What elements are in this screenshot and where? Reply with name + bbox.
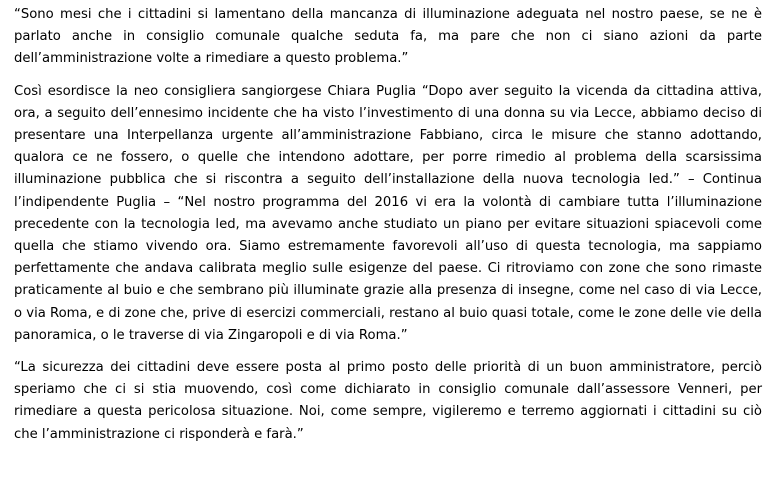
paragraph-puglia-statement: Così esordisce la neo consigliera sangiorgese Chiara Puglia “Dopo aver seguito la vicenda da cittadina attiva, ora, a seguito dell’ennesimo incidente che ha visto l’investimento di una donna su via Lecce, abbiamo deciso di presentare una Interpellanza urgente all’amministrazione Fabbiano, circa le misure che stanno adottando, qualora ce ne fossero, o quelle che intendono adottare, per porre rimedio al problema della scarsissima illuminazione pubblica che si riscontra a seguito dell’installazione della nuova tecnologia led.” – Continua l’indipendente Puglia – “Nel nostro programma del 2016 vi era la volontà di cambiare tutta l’illuminazione precedente con la tecnologia led, ma avevamo anche studiato un piano per evitare situazioni spiacevoli come quella che stiamo vivendo ora. Siamo estremamente favorevoli all’uso di questa tecnologia, ma sappiamo perfettamente che andava calibrata meglio sulle esigenze del paese. Ci ritroviamo con zone che sono rimaste praticamente al buio e che sembrano più illuminate grazie alla presenza di insegne, come nel caso di via Lecce, o via Roma, e di zone che, prive di esercizi commerciali, restano al buio quasi totale, come le zone delle vie della panoramica, o le traverse di via Zingaropoli e di via Roma.” <box>14 83 762 343</box>
paragraph-closing-quote: “La sicurezza dei cittadini deve essere posta al primo posto delle priorità di un buon amministratore, perciò speriamo che ci si stia muovendo, così come dichiarato in consiglio comunale dall’assessore Venneri, per rimediare a questa pericolosa situazione. Noi, come sempre, vigileremo e terremo aggiornati i cittadini su ciò che l’amministrazione ci risponderà e farà.” <box>14 360 762 442</box>
paragraph-opening-quote: “Sono mesi che i cittadini si lamentano della mancanza di illuminazione adeguata nel nostro paese, se ne è parlato anche in consiglio comunale qualche seduta fa, ma pare che non ci siano azioni da parte dell’amministrazione volte a rimediare a questo problema.” <box>14 7 762 67</box>
